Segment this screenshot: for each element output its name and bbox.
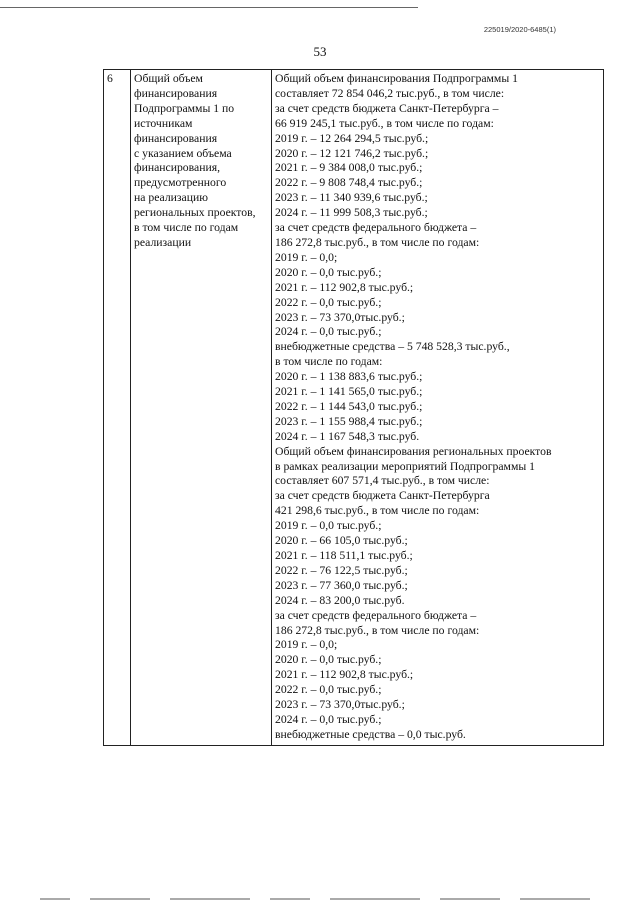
text-line: 2021 г. – 1 141 565,0 тыс.руб.; (275, 385, 423, 399)
text-line: в том числе по годам: (275, 355, 383, 369)
document-id: 225019/2020-6485(1) (483, 25, 556, 34)
text-line: 2021 г. – 118 511,1 тыс.руб.; (275, 549, 413, 562)
text-line: внебюджетные средства – 5 748 528,3 тыс.руб., (275, 340, 510, 354)
text-line: 2024 г. – 1 167 548,3 тыс.руб. (275, 429, 420, 443)
text-line: реализации (134, 235, 192, 249)
row-label (131, 70, 272, 746)
text-line: 2022 г. – 1 144 543,0 тыс.руб.; (275, 399, 423, 413)
text-line: 2021 г. – 9 384 008,0 тыс.руб.; (275, 161, 423, 175)
text-line: в том числе по годам (134, 221, 239, 235)
text-line: Общий объем (134, 72, 203, 85)
row-number: 6 (104, 70, 131, 746)
text-line: 2023 г. – 11 340 939,6 тыс.руб.; (275, 191, 428, 205)
text-line: составляет 607 571,4 тыс.руб., в том числе: (275, 474, 490, 488)
scan-artifact (0, 898, 640, 904)
row-value (272, 70, 604, 746)
text-line: 2020 г. – 0,0 тыс.руб.; (275, 265, 382, 279)
text-line: 2024 г. – 83 200,0 тыс.руб. (275, 593, 405, 607)
text-line: источникам (134, 116, 193, 130)
text-line: 2024 г. – 0,0 тыс.руб.; (275, 325, 382, 339)
text-line: Общий объем финансирования региональных проектов (275, 444, 552, 458)
text-line: 2020 г. – 0,0 тыс.руб.; (275, 653, 382, 667)
text-line: 186 272,8 тыс.руб., в том числе по годам: (275, 623, 480, 637)
text-line: 2020 г. – 12 121 746,2 тыс.руб.; (275, 146, 429, 160)
text-line: финансирования (134, 131, 218, 145)
text-line: 2020 г. – 1 138 883,6 тыс.руб.; (275, 370, 423, 384)
text-line: составляет 72 854 046,2 тыс.руб., в том числе: (275, 86, 505, 100)
table-row (104, 70, 604, 746)
text-line: с указанием объема (134, 146, 232, 160)
text-line: 2023 г. – 73 370,0тыс.руб.; (275, 698, 405, 712)
text-line: на реализацию (134, 191, 208, 205)
text-line: 2021 г. – 112 902,8 тыс.руб.; (275, 280, 414, 294)
value-lines (275, 72, 600, 743)
text-line: в рамках реализации мероприятий Подпрограммы 1 (275, 459, 535, 473)
text-line: 2019 г. – 0,0 тыс.руб.; (275, 519, 382, 533)
top-rule (0, 7, 418, 8)
text-line: 2019 г. – 0,0; (275, 638, 338, 652)
page-number: 53 (313, 44, 327, 59)
text-line: Общий объем финансирования Подпрограммы 1 (275, 72, 518, 85)
text-line: 2019 г. – 12 264 294,5 тыс.руб.; (275, 131, 429, 145)
text-line: 2024 г. – 11 999 508,3 тыс.руб.; (275, 206, 428, 220)
text-line: 186 272,8 тыс.руб., в том числе по годам: (275, 235, 480, 249)
text-line: за счет средств федерального бюджета – (275, 608, 477, 622)
financing-table (103, 69, 604, 746)
text-line: финансирования, (134, 161, 221, 175)
text-line: 2024 г. – 0,0 тыс.руб.; (275, 712, 382, 726)
text-line: 2023 г. – 77 360,0 тыс.руб.; (275, 578, 408, 592)
text-line: 2019 г. – 0,0; (275, 250, 338, 264)
text-line: 421 298,6 тыс.руб., в том числе по годам: (275, 504, 480, 518)
text-line: за счет средств бюджета Санкт-Петербурга (275, 489, 490, 503)
text-line: региональных проектов, (134, 206, 256, 220)
text-line: 2022 г. – 9 808 748,4 тыс.руб.; (275, 176, 423, 190)
text-line: за счет средств федерального бюджета – (275, 221, 477, 235)
text-line: 2021 г. – 112 902,8 тыс.руб.; (275, 668, 414, 682)
text-line: предусмотренного (134, 176, 227, 190)
text-line: 2020 г. – 66 105,0 тыс.руб.; (275, 534, 408, 548)
text-line: 2023 г. – 73 370,0тыс.руб.; (275, 310, 405, 324)
text-line: за счет средств бюджета Санкт-Петербурга – (275, 101, 499, 115)
text-line: 66 919 245,1 тыс.руб., в том числе по годам: (275, 116, 494, 130)
text-line: 2022 г. – 0,0 тыс.руб.; (275, 295, 382, 309)
text-line: 2022 г. – 76 122,5 тыс.руб.; (275, 563, 408, 577)
label-lines (134, 72, 268, 251)
text-line: Подпрограммы 1 по (134, 101, 235, 115)
text-line: 2022 г. – 0,0 тыс.руб.; (275, 683, 382, 697)
text-line: внебюджетные средства – 0,0 тыс.руб. (275, 727, 466, 741)
text-line: финансирования (134, 86, 218, 100)
text-line: 2023 г. – 1 155 988,4 тыс.руб.; (275, 414, 423, 428)
